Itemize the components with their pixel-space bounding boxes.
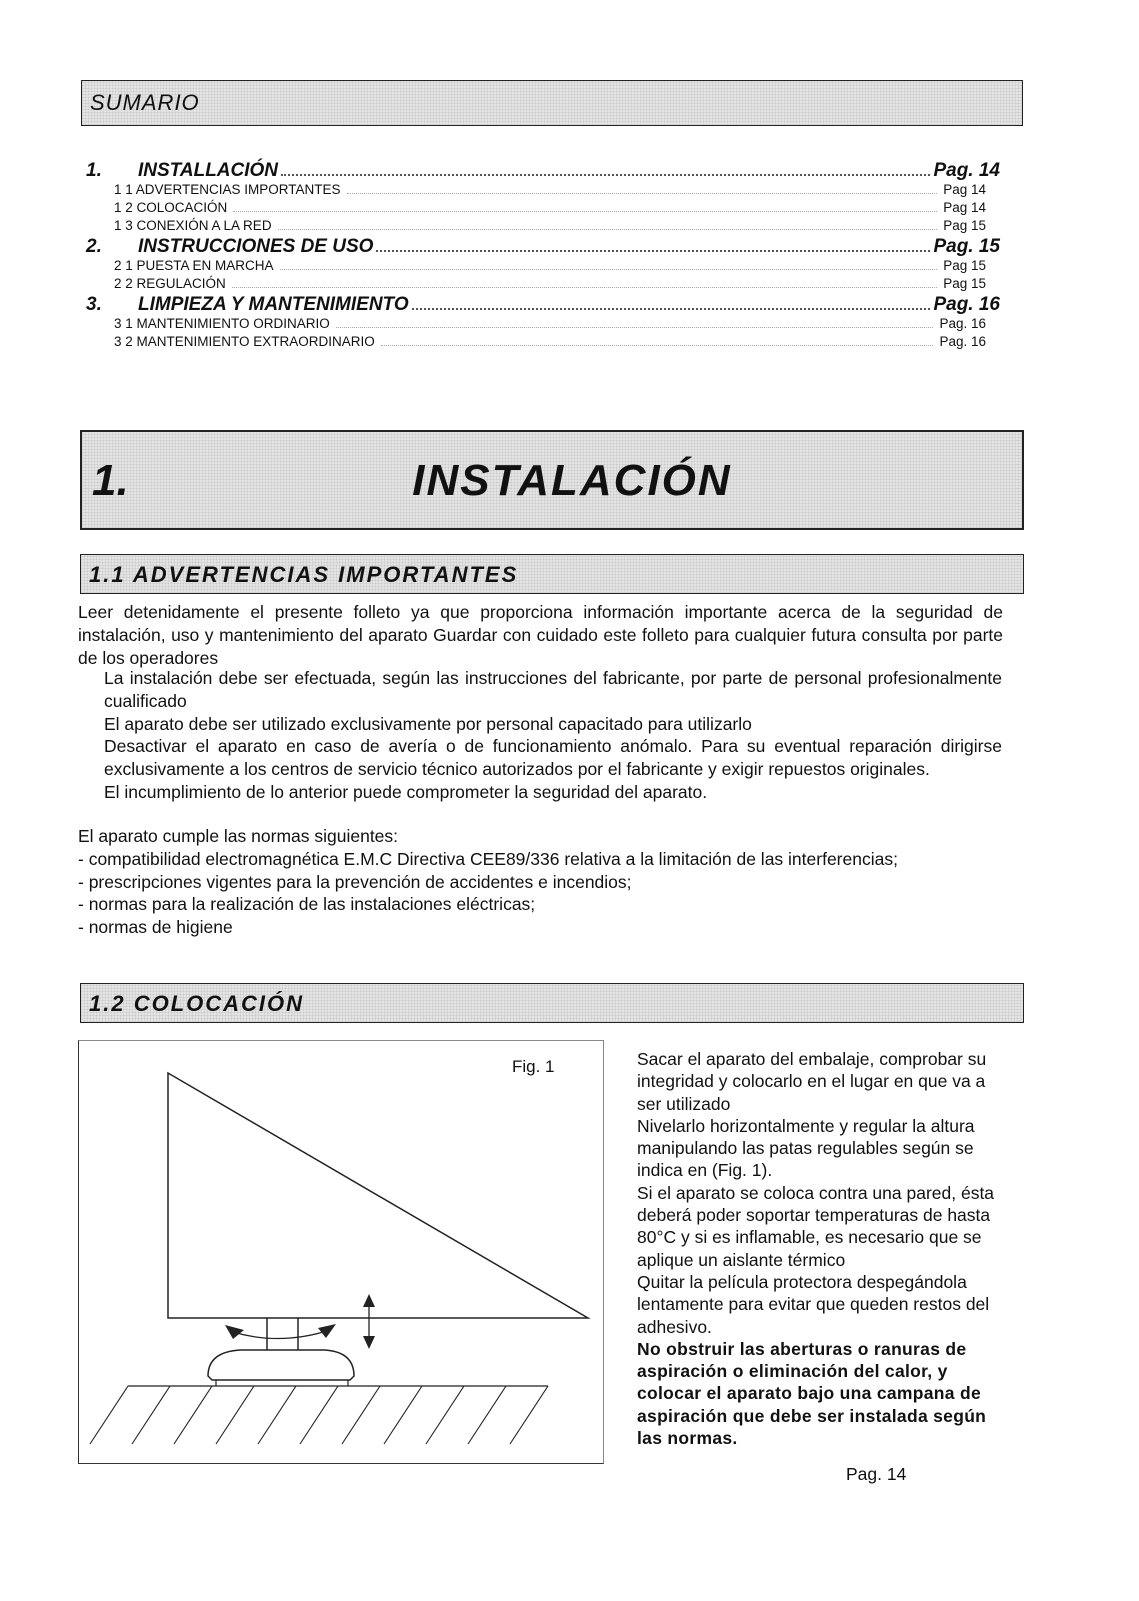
- toc-sub-label: 3 1 MANTENIMIENTO ORDINARIO: [114, 316, 330, 331]
- toc-subentry: [86, 276, 1000, 294]
- toc-leader: [336, 327, 934, 328]
- normas-intro: El aparato cumple las normas siguientes:: [78, 826, 399, 846]
- toc-sub-label: 2 2 REGULACIÓN: [114, 276, 226, 291]
- toc-page: Pag. 15: [933, 236, 1000, 257]
- toc-number: 2.: [86, 236, 102, 257]
- toc-subentry: [86, 218, 1000, 236]
- intro-paragraph: Leer detenidamente el presente folleto ya que proporciona información importante acerca de la seguridad de instalación, uso y mantenimiento del aparato Guardar con cuidado este folleto para cualquier futura consulta por parte de los operadores: [78, 602, 1003, 668]
- sumario-header: [81, 80, 1023, 126]
- colocacion-text: [637, 1048, 999, 1449]
- appliance-leg-diagram: [80, 1040, 602, 1460]
- table-of-contents: [86, 160, 1000, 352]
- toc-leader: [347, 193, 938, 194]
- sumario-title: SUMARIO: [90, 90, 200, 115]
- section-header: [80, 430, 1024, 530]
- toc-sub-label: 2 1 PUESTA EN MARCHA: [114, 258, 274, 273]
- down-arrow-icon: [363, 1336, 375, 1349]
- toc-label: INSTALLACIÓN: [138, 160, 279, 181]
- toc-sub-page: Pag. 16: [939, 334, 986, 349]
- toc-leader: [280, 269, 938, 270]
- toc-leader: [233, 211, 937, 212]
- subsection-title: 1.1 ADVERTENCIAS IMPORTANTES: [89, 562, 519, 587]
- toc-sub-page: Pag 14: [943, 200, 986, 215]
- toc-leader: [281, 174, 930, 176]
- floor-hatching: [90, 1386, 548, 1444]
- toc-sub-label: 3 2 MANTENIMIENTO EXTRAORDINARIO: [114, 334, 375, 349]
- toc-sub-page: Pag. 16: [939, 316, 986, 331]
- toc-subentry: [86, 258, 1000, 276]
- toc-subentry: [86, 182, 1000, 200]
- list-item: El incumplimiento de lo anterior puede comprometer la seguridad del aparato.: [104, 781, 708, 802]
- toc-leader: [376, 250, 930, 252]
- toc-entry: [86, 160, 1000, 182]
- toc-number: 3.: [86, 294, 102, 315]
- toc-leader: [278, 229, 938, 230]
- normas-list: [78, 825, 1003, 939]
- toc-entry: [86, 294, 1000, 316]
- paragraph: Sacar el aparato del embalaje, comprobar su integridad y colocarlo en el lugar en que va a ser utilizado: [637, 1049, 987, 1114]
- right-arrow-icon: [318, 1324, 336, 1338]
- toc-sub-page: Pag 15: [943, 218, 986, 233]
- list-item: La instalación debe ser efectuada, según las instrucciones del fabricante, por parte de personal profesionalmente cualificado: [104, 668, 1002, 711]
- paragraph: Nivelarlo horizontalmente y regular la altura manipulando las patas regulables según se indica en (Fig. 1).: [637, 1115, 975, 1181]
- subsection-header-colocacion: [80, 983, 1024, 1023]
- subsection-title: 1.2 COLOCACIÓN: [89, 991, 305, 1016]
- list-item: - normas de higiene: [78, 917, 233, 938]
- section-number: 1.: [92, 456, 129, 505]
- toc-leader: [412, 308, 931, 310]
- toc-sub-label: 1 3 CONEXIÓN A LA RED: [114, 218, 272, 233]
- paragraph: Quitar la película protectora despegándola lentamente para evitar que queden restos del adhesivo.: [637, 1271, 990, 1337]
- toc-sub-page: Pag 15: [943, 276, 986, 291]
- toc-label: INSTRUCCIONES DE USO: [138, 236, 374, 257]
- left-arrow-icon: [225, 1325, 244, 1339]
- toc-label: LIMPIEZA Y MANTENIMIENTO: [138, 294, 409, 315]
- paragraph: Si el aparato se coloca contra una pared, ésta deberá poder soportar temperaturas de hasta 80°C y si es inflamable, es necesario que se aplique un aislante térmico: [637, 1182, 995, 1270]
- toc-subentry: [86, 334, 1000, 352]
- toc-subentry: [86, 200, 1000, 218]
- page-number: Pag. 14: [846, 1464, 907, 1484]
- toc-page: Pag. 16: [933, 294, 1000, 315]
- toc-sub-label: 1 2 COLOCACIÓN: [114, 200, 228, 215]
- figure-label: Fig. 1: [512, 1057, 555, 1076]
- list-item: - compatibilidad electromagnética E.M.C Directiva CEE89/336 relativa a la limitación de las interferencias;: [78, 848, 898, 869]
- list-item: - normas para la realización de las instalaciones eléctricas;: [78, 894, 536, 915]
- toc-leader: [381, 345, 934, 346]
- list-item: El aparato debe ser utilizado exclusivamente por personal capacitado para utilizarlo: [104, 713, 752, 734]
- warning-paragraph: No obstruir las aberturas o ranuras de aspiración o eliminación del calor, y colocar el aparato bajo una campana de aspiración que debe ser instalada según las normas.: [637, 1338, 987, 1449]
- toc-sub-page: Pag 15: [943, 258, 986, 273]
- warnings-list: [104, 667, 1002, 804]
- toc-sub-page: Pag 14: [943, 182, 986, 197]
- toc-page: Pag. 14: [933, 160, 1000, 181]
- toc-subentry: [86, 316, 1000, 334]
- section-title: INSTALACIÓN: [412, 456, 732, 505]
- toc-number: 1.: [86, 160, 102, 181]
- toc-sub-label: 1 1 ADVERTENCIAS IMPORTANTES: [114, 182, 341, 197]
- list-item: Desactivar el aparato en caso de avería o de funcionamiento anómalo. Para su eventual reparación dirigirse exclusivamente a los centros de servicio técnico autorizados por el fabricante y exigir repuestos originales.: [104, 736, 1002, 780]
- toc-entry: [86, 236, 1000, 258]
- list-item: - prescripciones vigentes para la prevención de accidentes e incendios;: [78, 871, 632, 892]
- toc-leader: [232, 287, 937, 288]
- subsection-header-advertencias: [80, 554, 1024, 594]
